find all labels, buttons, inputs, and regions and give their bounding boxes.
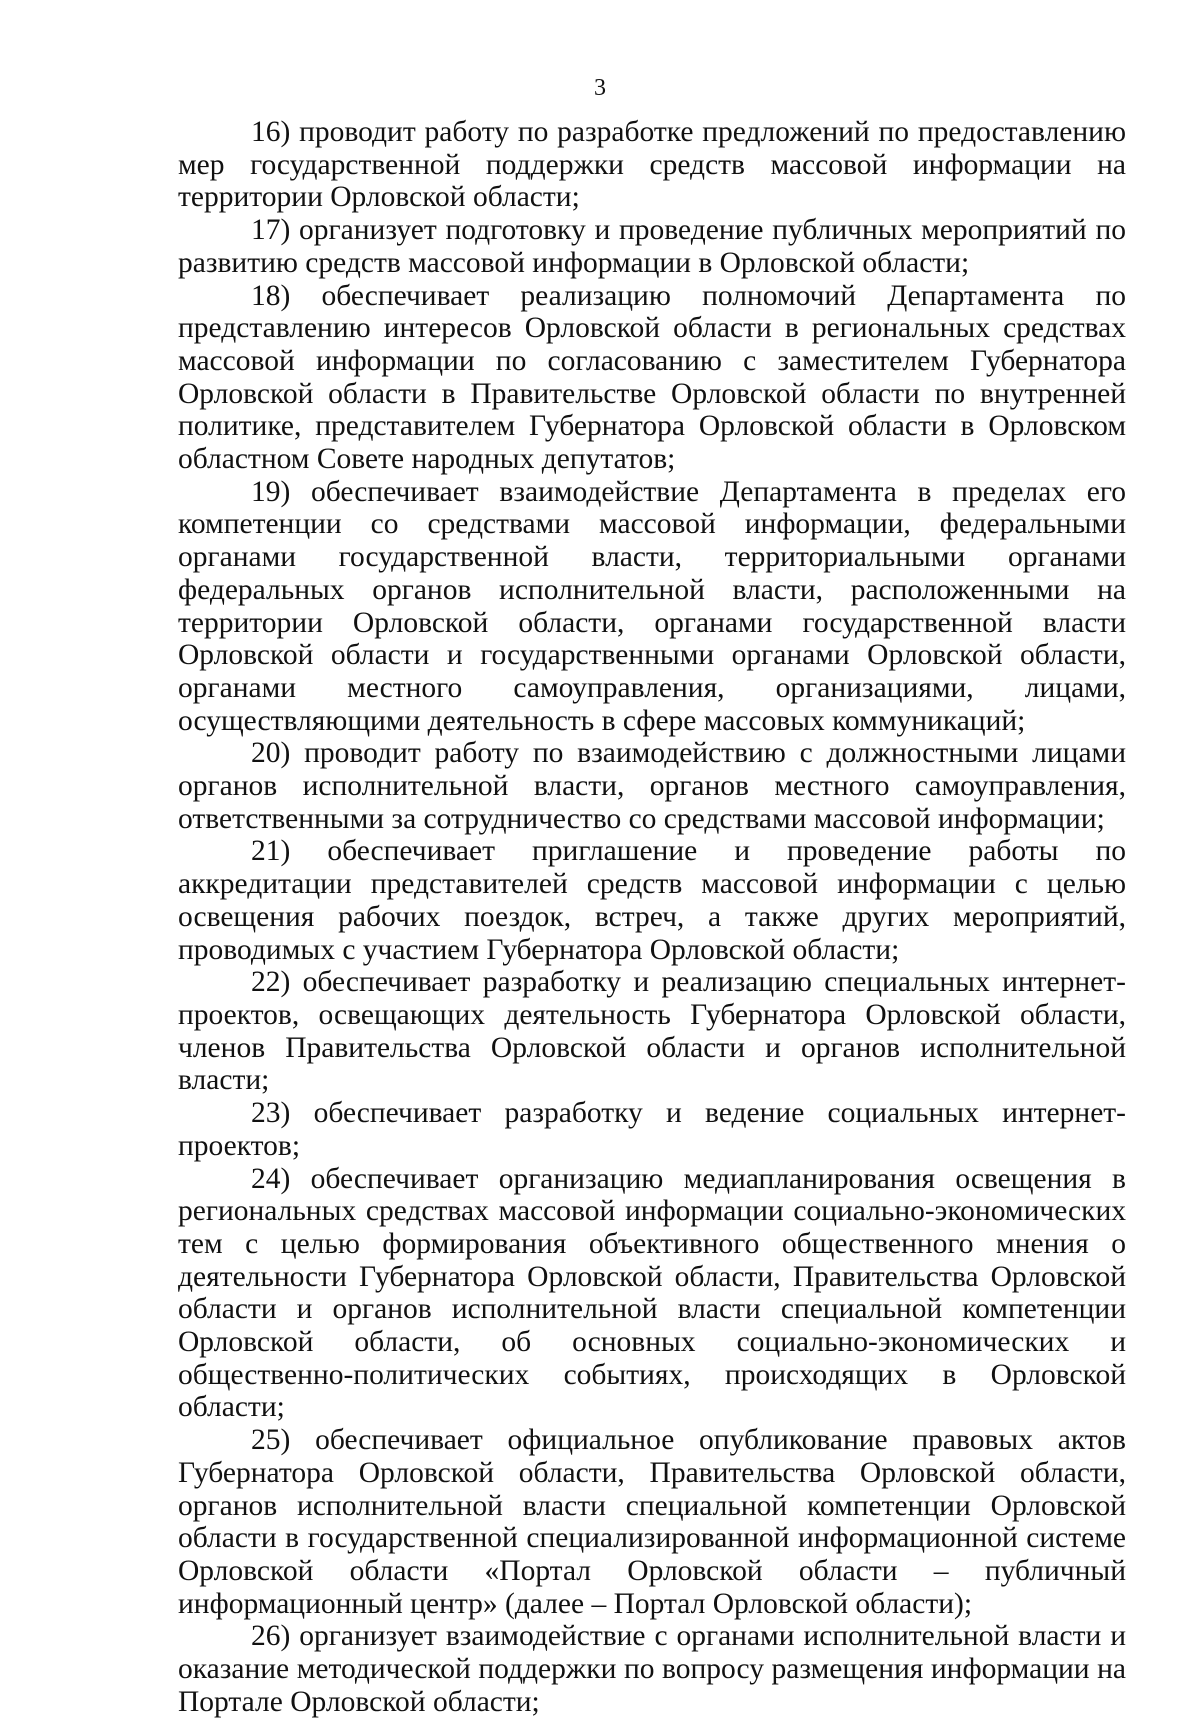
- paragraph-18: 18) обеспечивает реализацию полномочий Департамента по представлению интересов Орловской области в региональных средствах массовой информации по согласованию с заместителем Губернатора Орловской области в Правительстве Орловской области по внутренней политике, представителем Губернатора Орловской области в Орловском областном Совете народных депутатов;: [178, 279, 1126, 476]
- paragraph-20: 20) проводит работу по взаимодействию с должностными лицами органов исполнительной власти, органов местного самоуправления, ответственными за сотрудничество со средствами массовой информации;: [178, 737, 1126, 835]
- paragraph-24: 24) обеспечивает организацию медиапланирования освещения в региональных средствах массовой информации социально-экономических тем с целью формирования объективного общественного мнения о деятельности Губернатора Орловской области, Правительства Орловской области и органов исполнительной власти специальной компетенции Орловской области, об основных социально-экономических и общественно-политических событиях, происходящих в Орловской области;: [178, 1162, 1126, 1424]
- paragraph-19: 19) обеспечивает взаимодействие Департамента в пределах его компетенции со средствами массовой информации, федеральными органами государственной власти, территориальными органами федеральных органов исполнительной власти, расположенными на территории Орловской области, органами государственной власти Орловской области и государственными органами Орловской области, органами местного самоуправления, организациями, лицами, осуществляющими деятельность в сфере массовых коммуникаций;: [178, 475, 1126, 737]
- page-number: 3: [594, 75, 606, 101]
- paragraph-25: 25) обеспечивает официальное опубликование правовых актов Губернатора Орловской области, Правительства Орловской области, органов исполнительной власти специальной компетенции Орловской области в государственной специализированной информационной системе Орловской области «Портал Орловской области – публичный информационный центр» (далее – Портал Орловской области);: [178, 1424, 1126, 1620]
- paragraph-17: 17) организует подготовку и проведение публичных мероприятий по развитию средств массовой информации в Орловской области;: [178, 214, 1126, 279]
- document-body: [178, 116, 1126, 1718]
- paragraph-16: 16) проводит работу по разработке предложений по предоставлению мер государственной поддержки средств массовой информации на территории Орловской области;: [178, 116, 1126, 214]
- paragraph-22: 22) обеспечивает разработку и реализацию специальных интернет-проектов, освещающих деятельность Губернатора Орловской области, членов Правительства Орловской области и органов исполнительной власти;: [178, 966, 1126, 1097]
- paragraph-21: 21) обеспечивает приглашение и проведение работы по аккредитации представителей средств массовой информации с целью освещения рабочих поездок, встреч, а также других мероприятий, проводимых с участием Губернатора Орловской области;: [178, 835, 1126, 966]
- paragraph-26: 26) организует взаимодействие с органами исполнительной власти и оказание методической поддержки по вопросу размещения информации на Портале Орловской области;: [178, 1620, 1126, 1718]
- paragraph-23: 23) обеспечивает разработку и ведение социальных интернет-проектов;: [178, 1097, 1126, 1162]
